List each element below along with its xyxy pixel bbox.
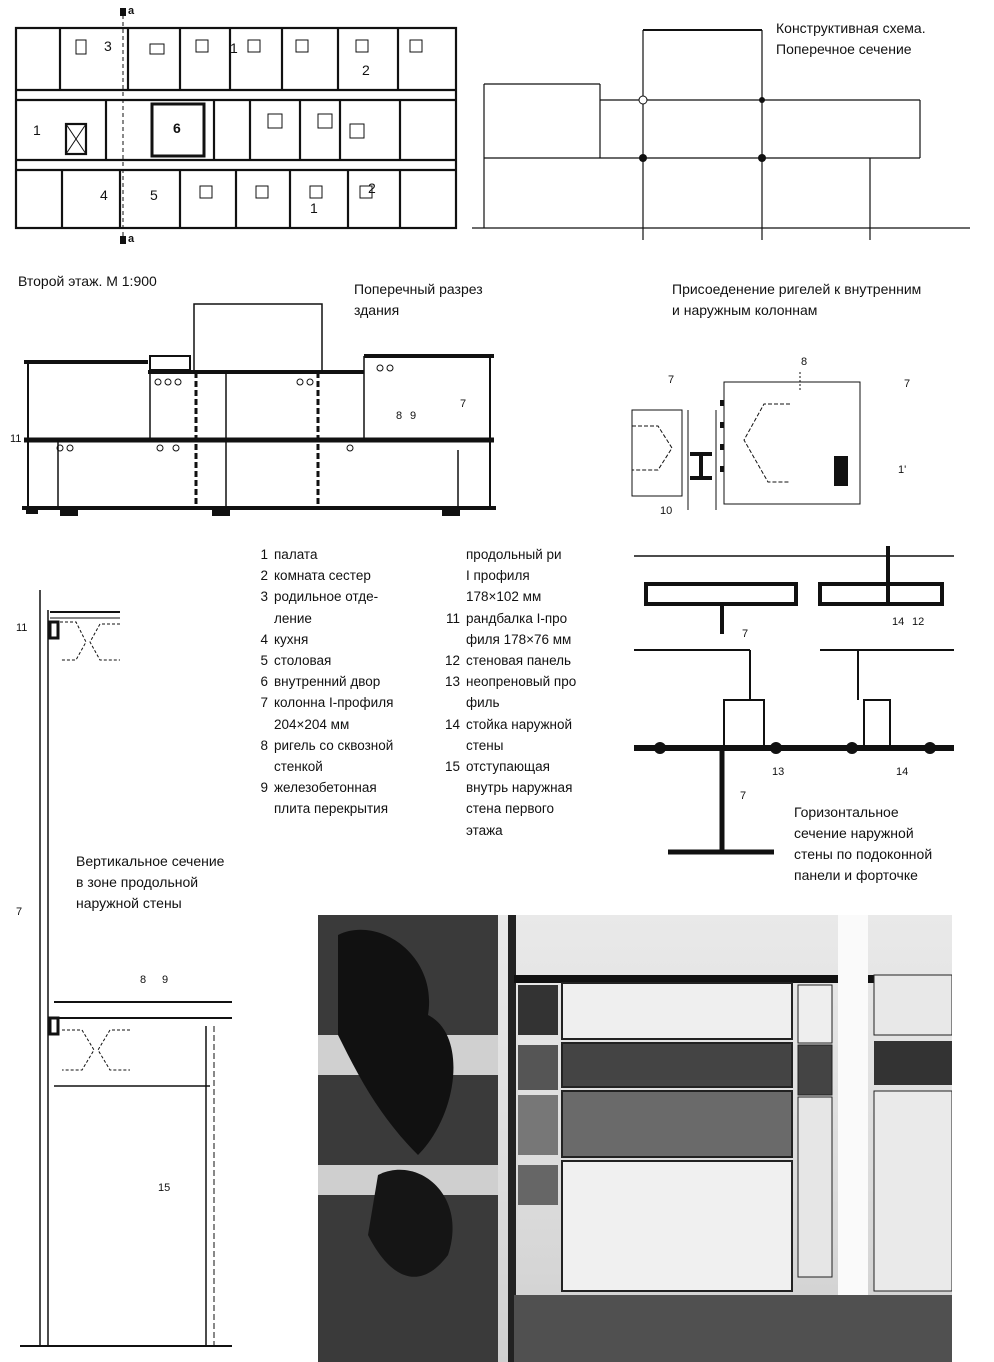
- legend-text: рандбалка I-про: [466, 610, 568, 626]
- legend-number: 9: [260, 780, 268, 796]
- legend-text: палата: [274, 547, 318, 562]
- caption-line: сечение наружной: [794, 825, 914, 841]
- vertical-label-7: 7: [16, 906, 23, 918]
- vertical-section-caption: [76, 851, 224, 914]
- plan-section-mark-top: а: [128, 5, 135, 17]
- legend-text: отступающая: [466, 759, 550, 775]
- horizontal-label-7: 7: [740, 790, 747, 802]
- plan-room-label: 1: [33, 122, 41, 138]
- legend-text: родильное отде-: [274, 589, 379, 605]
- connection-label-1: 1': [898, 464, 907, 476]
- legend-number: 2: [260, 568, 268, 584]
- vertical-label-11: 11: [16, 622, 28, 634]
- section-label-11: 11: [10, 433, 22, 445]
- vertical-label-15: 15: [158, 1182, 171, 1194]
- connection-label-7: 7: [668, 374, 675, 386]
- legend-text: стенкой: [274, 759, 323, 775]
- legend-number: 12: [444, 653, 460, 669]
- section-label-8: 8: [396, 410, 403, 422]
- legend-text: кухня: [274, 631, 309, 647]
- legend-number: 13: [444, 674, 460, 690]
- connection-label-7: 7: [904, 378, 911, 390]
- caption-line: Присоеденение ригелей к внутренним: [672, 281, 922, 297]
- horizontal-label-7: 7: [742, 628, 749, 640]
- legend-text: стеновая панель: [466, 653, 572, 669]
- legend-text: внутренний двор: [274, 674, 381, 690]
- legend-number: 1: [260, 547, 268, 562]
- vertical-label-9: 9: [162, 974, 169, 986]
- vertical-label-8: 8: [140, 974, 147, 986]
- legend-text: ригель со сквозной: [274, 737, 394, 753]
- legend-text: железобетонная: [274, 780, 377, 796]
- section-label-7: 7: [460, 398, 467, 410]
- legend-number: 6: [260, 674, 268, 690]
- legend-number: 4: [260, 631, 268, 647]
- legend-text: плита перекрытия: [274, 801, 389, 817]
- legend-text: стена первого: [466, 801, 554, 817]
- legend-text: столовая: [274, 653, 332, 669]
- caption-line: и наружным колоннам: [672, 302, 818, 318]
- caption-line: Поперечное сечение: [776, 41, 912, 57]
- plan-room-label: 2: [362, 62, 370, 78]
- legend-number: 5: [260, 653, 268, 669]
- legend-number: 15: [444, 759, 460, 775]
- caption-line: Конструктивная схема.: [776, 20, 926, 36]
- caption-line: стены по подоконной: [794, 846, 933, 862]
- floor-plan-caption: Второй этаж. М 1:900: [18, 273, 157, 289]
- plan-room-label: 2: [368, 180, 376, 196]
- legend-text: филя 178×76 мм: [466, 631, 572, 647]
- facade-photo-image: [318, 915, 952, 1362]
- plan-room-label: 1: [230, 40, 238, 56]
- section-label-9: 9: [410, 410, 417, 422]
- legend-text: ление: [274, 610, 312, 626]
- legend-number: 7: [260, 695, 268, 711]
- legend-text: 204×204 мм: [274, 716, 350, 732]
- legend-number: 11: [445, 610, 460, 626]
- plan-room-label: 1: [310, 200, 318, 216]
- legend-text: внутрь наружная: [466, 780, 573, 796]
- caption-line: панели и форточке: [794, 867, 918, 883]
- caption-line: Вертикальное сечение: [76, 853, 225, 869]
- legend-text: этажа: [466, 822, 503, 838]
- caption-line: Горизонтальное: [794, 804, 899, 820]
- horizontal-label-14: 14: [896, 766, 909, 778]
- plan-room-label: 3: [104, 38, 112, 54]
- legend-text: стены: [466, 737, 504, 753]
- connection-label-10: 10: [660, 505, 673, 517]
- plan-room-label: 4: [100, 187, 108, 203]
- caption-line: здания: [354, 302, 400, 318]
- plan-section-mark-bottom: а: [128, 233, 135, 245]
- legend-number: 3: [260, 589, 268, 605]
- legend-text: комната сестер: [274, 568, 371, 584]
- caption-line: Поперечный разрез: [354, 281, 483, 297]
- facade-photo: [318, 915, 952, 1362]
- legend-text: I профиля: [466, 568, 530, 584]
- legend-text: колонна I-профиля: [274, 695, 394, 711]
- caption-line: в зоне продольной: [76, 874, 199, 890]
- horizontal-label-14: 14: [892, 616, 905, 628]
- plan-room-label: 6: [173, 120, 181, 136]
- legend-text: филь: [466, 695, 500, 711]
- legend-text: продольный ри: [466, 547, 562, 562]
- caption-line: наружной стены: [76, 895, 182, 911]
- connection-label-8: 8: [801, 356, 808, 368]
- plan-room-label: 5: [150, 187, 158, 203]
- legend-number: 8: [260, 737, 268, 753]
- legend-text: стойка наружной: [466, 716, 573, 732]
- legend-text: неопреновый про: [466, 674, 577, 690]
- horizontal-label-13: 13: [772, 766, 785, 778]
- legend-number: 14: [444, 716, 460, 732]
- horizontal-label-12: 12: [912, 616, 925, 628]
- legend-text: 178×102 мм: [466, 589, 542, 605]
